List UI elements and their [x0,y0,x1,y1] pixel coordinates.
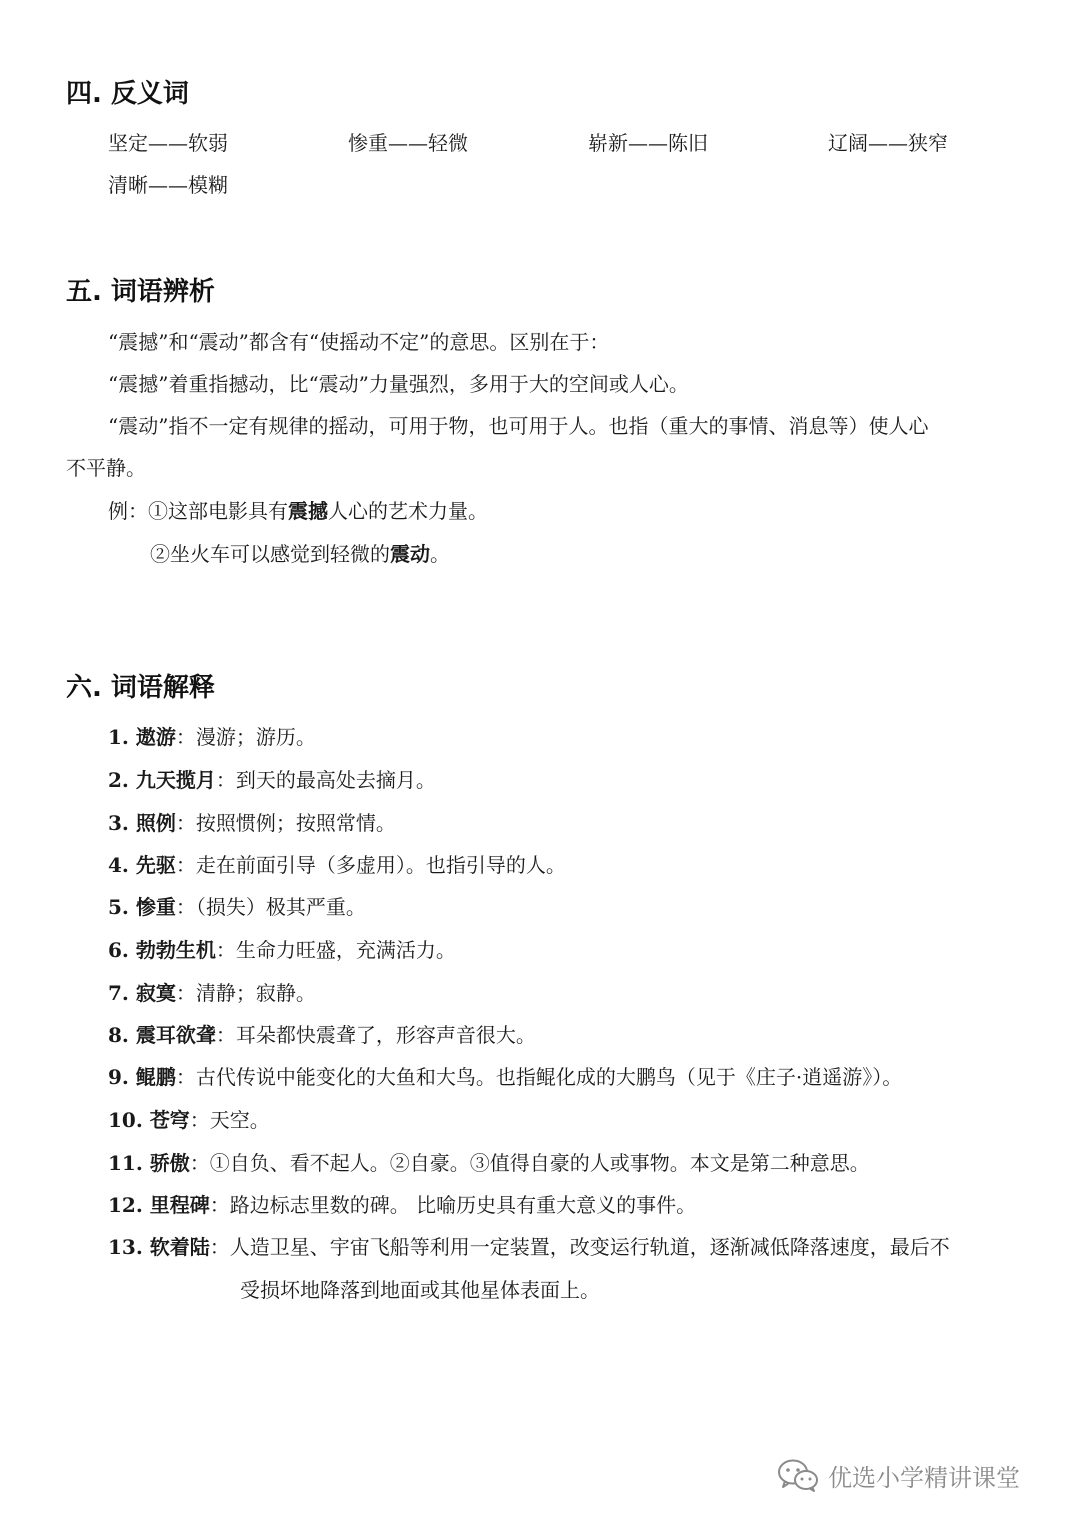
glossary-item [108,1021,536,1049]
glossary-definition: ：到天的最高处去摘月。 [215,768,436,792]
glossary-item [108,893,366,921]
antonym-pair: 惨重——轻微 [348,131,468,155]
glossary-definition: ：①自负、看不起人。②自豪。③值得自豪的人或事物。本文是第二种意思。 [189,1151,870,1175]
glossary-item [108,851,566,879]
antonym-pair: 辽阔——狭窄 [828,131,948,155]
glossary-term: 9. 鲲鹏 [108,1065,176,1089]
glossary-item-continued: 受损坏地降落到地面或其他星体表面上。 [240,1278,600,1302]
glossary-term: 2. 九天揽月 [108,768,216,792]
antonym-pair: 坚定——软弱 [108,131,228,155]
watermark-text: 优选小学精讲课堂 [828,1463,1020,1492]
glossary-definition: ：漫游；游历。 [175,725,316,749]
glossary-item [108,1191,696,1219]
glossary-term: 7. 寂寞 [108,981,176,1005]
section-title-word-distinction: 五. 词语辨析 [66,277,215,307]
glossary-definition: ：按照惯例；按照常情。 [175,811,396,835]
glossary-term: 11. 骄傲 [108,1151,190,1175]
glossary-definition: ：生命力旺盛，充满活力。 [215,938,456,962]
example-text: ②坐火车可以感觉到轻微的 [150,542,390,566]
glossary-definition: ：清静；寂静。 [175,981,316,1005]
antonym-pair: 清晰——模糊 [108,173,228,197]
glossary-term: 3. 照例 [108,811,176,835]
glossary-item [108,1149,870,1177]
distinction-paragraph-continued: 不平静。 [66,456,146,480]
glossary-term: 5. 惨重 [108,895,176,919]
glossary-item [108,979,316,1007]
example-sentence-2 [150,540,450,568]
glossary-term: 10. 苍穹 [108,1108,190,1132]
glossary-term: 1. 遨游 [108,725,176,749]
glossary-item [108,766,436,794]
example-text: 例：①这部电影具有 [108,499,288,523]
glossary-term: 4. 先驱 [108,853,176,877]
distinction-paragraph: “震动”指不一定有规律的摇动，可用于物，也可用于人。也指（重大的事情、消息等）使人心 [108,414,929,438]
glossary-definition: ：（损失）极其严重。 [175,895,366,919]
section-title-antonyms: 四. 反义词 [66,79,189,109]
glossary-item [108,1233,950,1261]
example-keyword: 震动 [390,542,430,566]
glossary-definition: ：古代传说中能变化的大鱼和大鸟。也指鲲化成的大鹏鸟（见于《庄子·逍遥游》）。 [175,1065,903,1089]
glossary-definition: ：路边标志里数的碑。 比喻历史具有重大意义的事件。 [209,1193,697,1217]
glossary-definition: ：天空。 [189,1108,270,1132]
glossary-term: 12. 里程碑 [108,1193,210,1217]
watermark [776,1455,1020,1495]
antonym-pair: 崭新——陈旧 [588,131,708,155]
glossary-item [108,1063,902,1091]
wechat-icon [776,1457,820,1493]
glossary-definition: ：耳朵都快震聋了，形容声音很大。 [215,1023,536,1047]
glossary-item [108,809,396,837]
glossary-item [108,723,316,751]
glossary-definition: ：走在前面引导（多虚用）。也指引导的人。 [175,853,566,877]
distinction-paragraph: “震撼”着重指撼动，比“震动”力量强烈，多用于大的空间或人心。 [108,372,689,396]
distinction-paragraph: “震撼”和“震动”都含有“使摇动不定”的意思。区别在于： [108,330,610,354]
glossary-definition: ：人造卫星、宇宙飞船等利用一定装置，改变运行轨道，逐渐减低降落速度，最后不 [209,1235,950,1259]
glossary-term: 6. 勃勃生机 [108,938,216,962]
example-sentence-1 [108,497,488,525]
example-text: 人心的艺术力量。 [328,499,488,523]
example-text: 。 [430,542,450,566]
section-title-word-explanations: 六. 词语解释 [66,673,215,703]
example-keyword: 震撼 [288,499,328,523]
glossary-item [108,1106,270,1134]
glossary-item [108,936,456,964]
glossary-term: 13. 软着陆 [108,1235,210,1259]
glossary-term: 8. 震耳欲聋 [108,1023,216,1047]
